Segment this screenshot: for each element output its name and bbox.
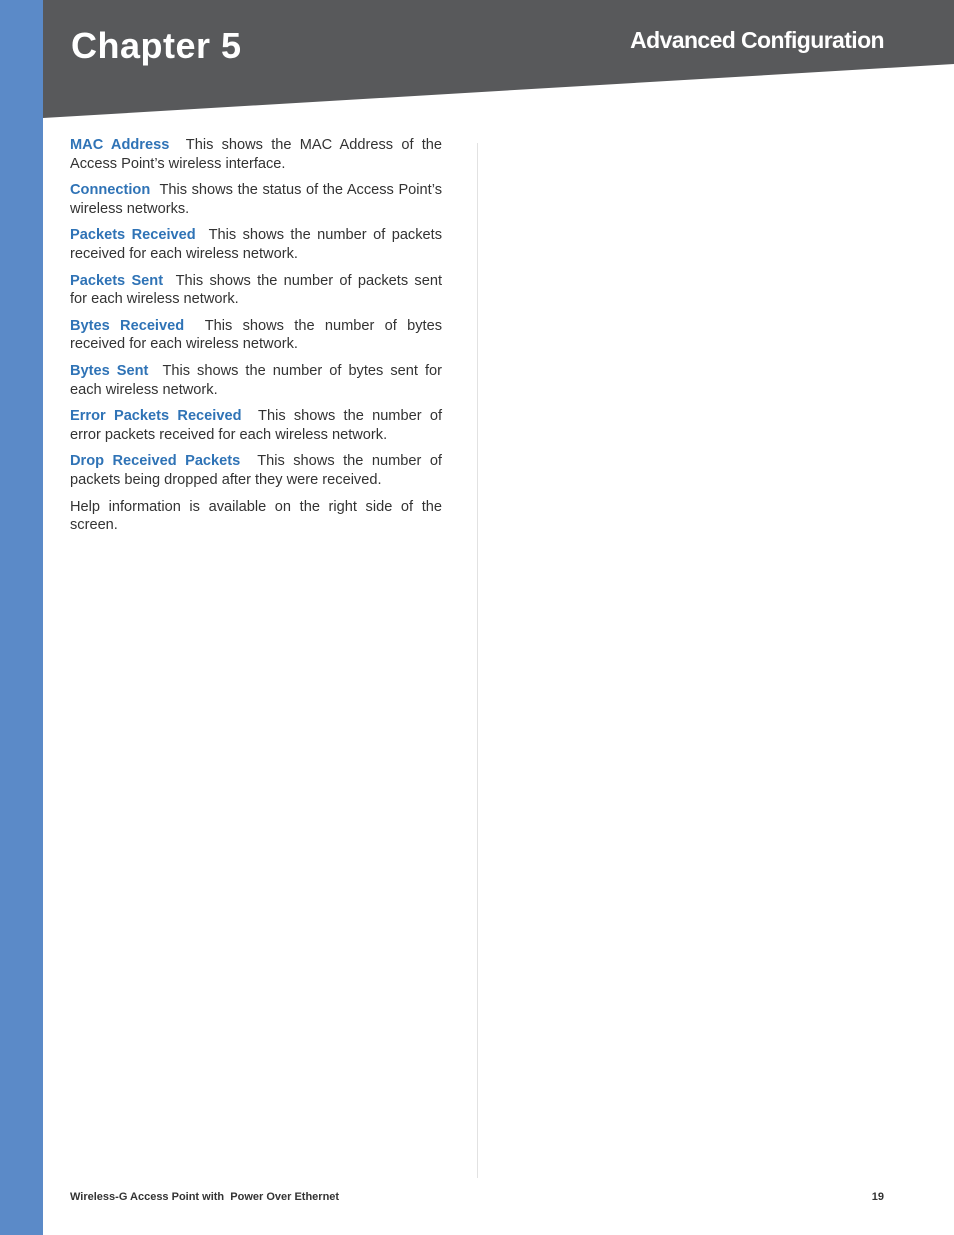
entry-bytes-sent [70,362,442,399]
entry-description: This shows the number of bytes sent for each wireless network. [70,362,442,398]
entry-term: Error Packets Received [70,408,242,425]
entry-term: Bytes Sent [70,362,149,379]
entry-mac-address [70,136,442,173]
entry-description: This shows the MAC Address of the Access Point’s wireless interface. [70,137,443,172]
entry-term: Bytes Received [70,317,185,334]
entry-term: Drop Received Packets [70,453,241,470]
entry-term: Packets Received [70,227,196,244]
side-accent-bar [0,0,43,1235]
entry-term: Packets Sent [70,272,164,289]
footer-page-number: 19 [871,1191,884,1203]
left-column [70,136,442,543]
entry-description: This shows the number of packets received for each wireless network. [70,227,442,262]
entry-term: Connection [70,182,151,199]
entry-packets-sent [70,272,442,309]
entry-description: This shows the status of the Access Point’s wireless networks. [70,182,442,217]
entry-description: This shows the number of packets being dropped after they were received. [70,453,442,488]
section-title: Advanced Configuration [630,27,884,53]
help-paragraph: Help information is available on the right side of the screen. [70,498,442,534]
entry-description: This shows the number of packets sent for each wireless network. [70,272,442,308]
entry-term: MAC Address [70,137,170,153]
entry-bytes-received [70,317,442,354]
entry-description: This shows the number of bytes received for each wireless network. [70,317,443,353]
footer-product-name: Wireless-G Access Point with Power Over Ethernet [70,1191,340,1203]
entry-packets-received [70,226,442,263]
entry-description: This shows the number of error packets received for each wireless network. [70,408,443,443]
entry-connection [70,181,442,218]
column-divider [477,143,478,1178]
chapter-title: Chapter 5 [71,25,242,66]
entry-drop-received-packets [70,452,442,489]
entry-error-packets-received [70,407,442,444]
